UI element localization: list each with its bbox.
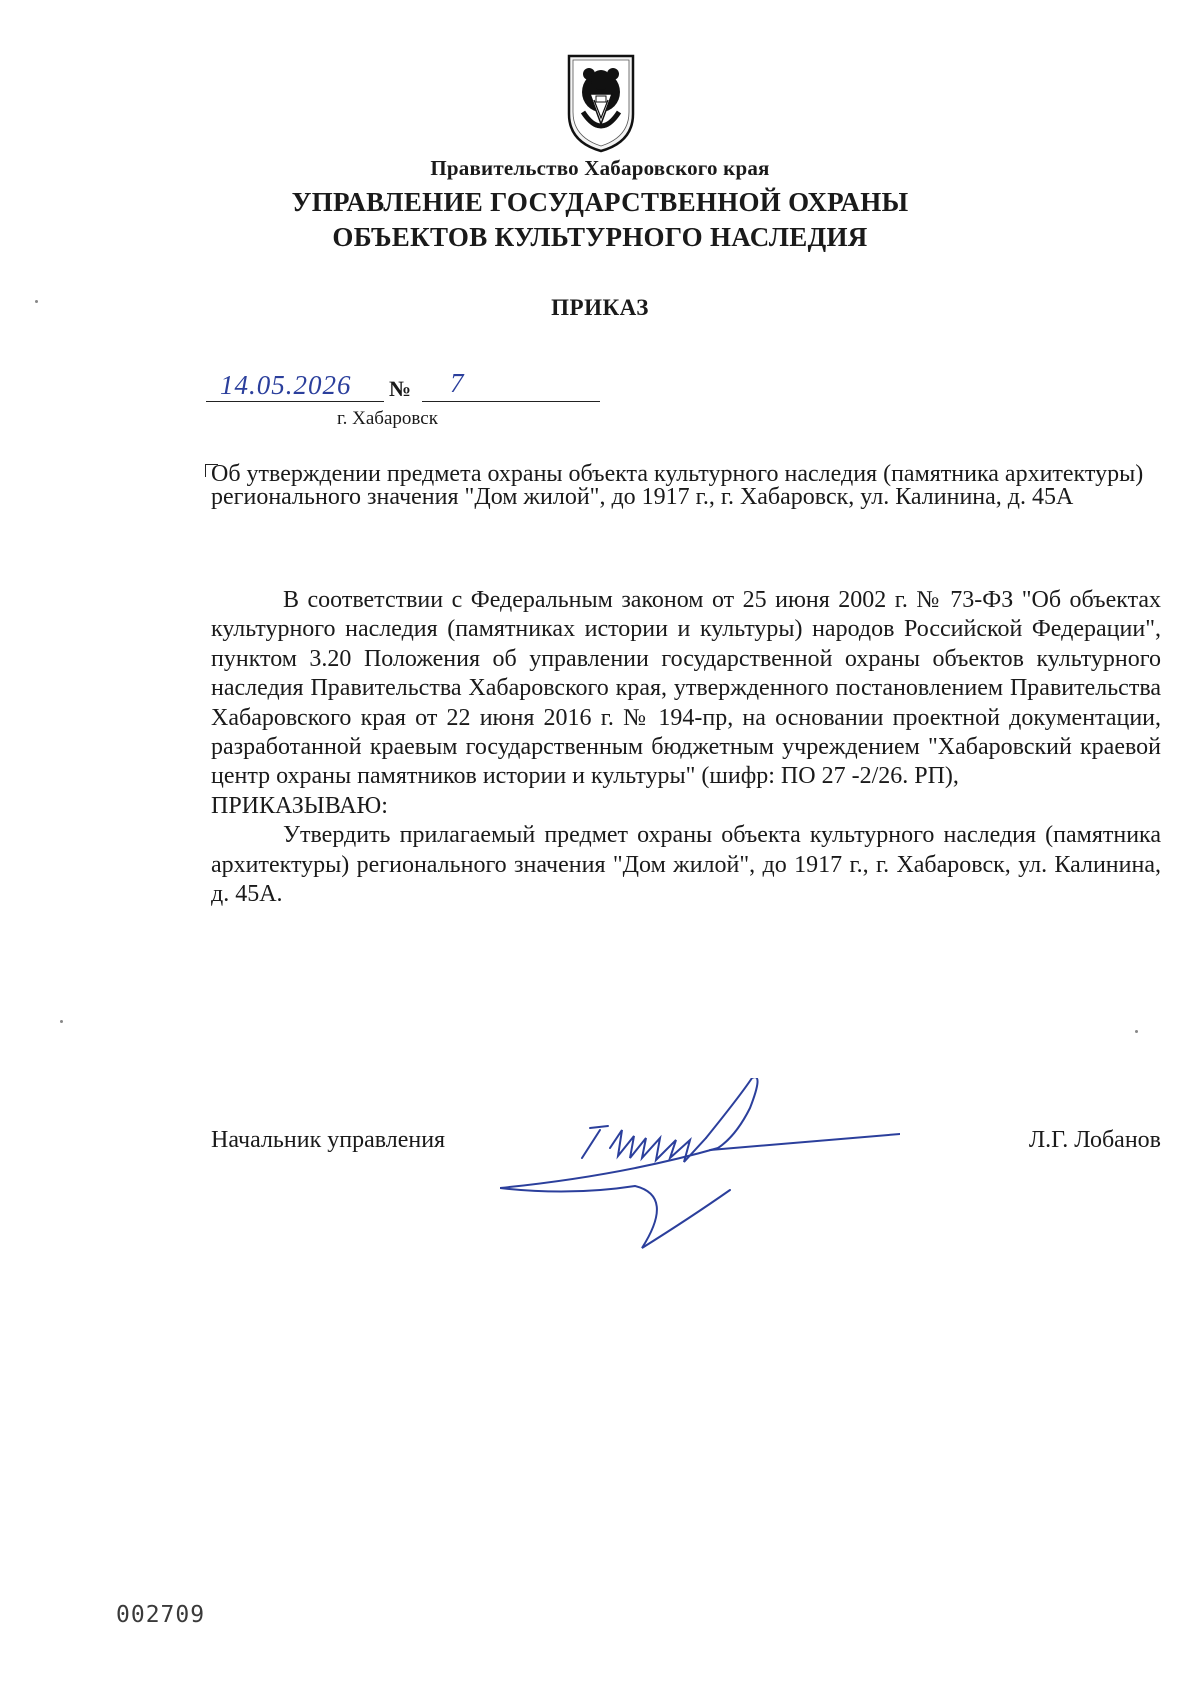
date-underline xyxy=(206,401,384,402)
scan-speck xyxy=(60,1020,63,1023)
order-number-handwritten: 7 xyxy=(450,368,464,398)
order-date-number-row xyxy=(206,370,606,410)
department-name-line2: ОБЪЕКТОВ КУЛЬТУРНОГО НАСЛЕДИЯ xyxy=(332,222,868,252)
scan-speck xyxy=(1135,1030,1138,1033)
scan-speck xyxy=(35,300,38,303)
signer-name: Л.Г. Лобанов xyxy=(1028,1127,1161,1153)
signer-position: Начальник управления xyxy=(211,1127,446,1153)
government-name: Правительство Хабаровского края xyxy=(430,156,770,180)
number-underline xyxy=(422,401,600,402)
order-body xyxy=(211,586,1161,909)
preamble-paragraph: В соответствии с Федеральным законом от 25 июня 2002 г. № 73-ФЗ "Об объектах культурного наследия (памятниках истории и культуры) народов Российской Федерации", пунктом 3.20 Положения об управлении государственной охраны объектов культурного наследия Правительства Хабаровского края, утвержденного постановлением Правительства Хабаровского края от 22 июня 2016 г. № 194-пр, на основании проектной документации, разработанной краевым государственным бюджетным учреждением "Хабаровский краевой центр охраны памятников истории и культуры" (шифр: ПО 27 -2/26. РП), xyxy=(211,587,1161,790)
department-name-line1: УПРАВЛЕНИЕ ГОСУДАРСТВЕННОЙ ОХРАНЫ xyxy=(291,187,909,217)
khabarovsk-coat-of-arms-icon xyxy=(563,52,639,154)
document-type-title: ПРИКАЗ xyxy=(551,295,649,320)
order-keyword: ПРИКАЗЫВАЮ: xyxy=(211,792,388,819)
decision-paragraph: Утвердить прилагаемый предмет охраны объекта культурного наследия (памятника архитектуры) регионального значения "Дом жилой", до 1917 г., г. Хабаровск, ул. Калинина, д. 45А. xyxy=(211,822,1161,908)
number-sign: № xyxy=(389,376,412,401)
order-date-handwritten: 14.05.2026 xyxy=(220,370,352,400)
document-serial-number: 002709 xyxy=(116,1602,206,1628)
city-label: г. Хабаровск xyxy=(337,408,438,429)
order-subject: Об утверждении предмета охраны объекта культурного наследия (памятника архитектуры) регионального значения "Дом жилой", до 1917 г., г. Хабаровск, ул. Калинина, д. 45А xyxy=(211,461,1144,510)
handwritten-signature xyxy=(500,1078,900,1258)
